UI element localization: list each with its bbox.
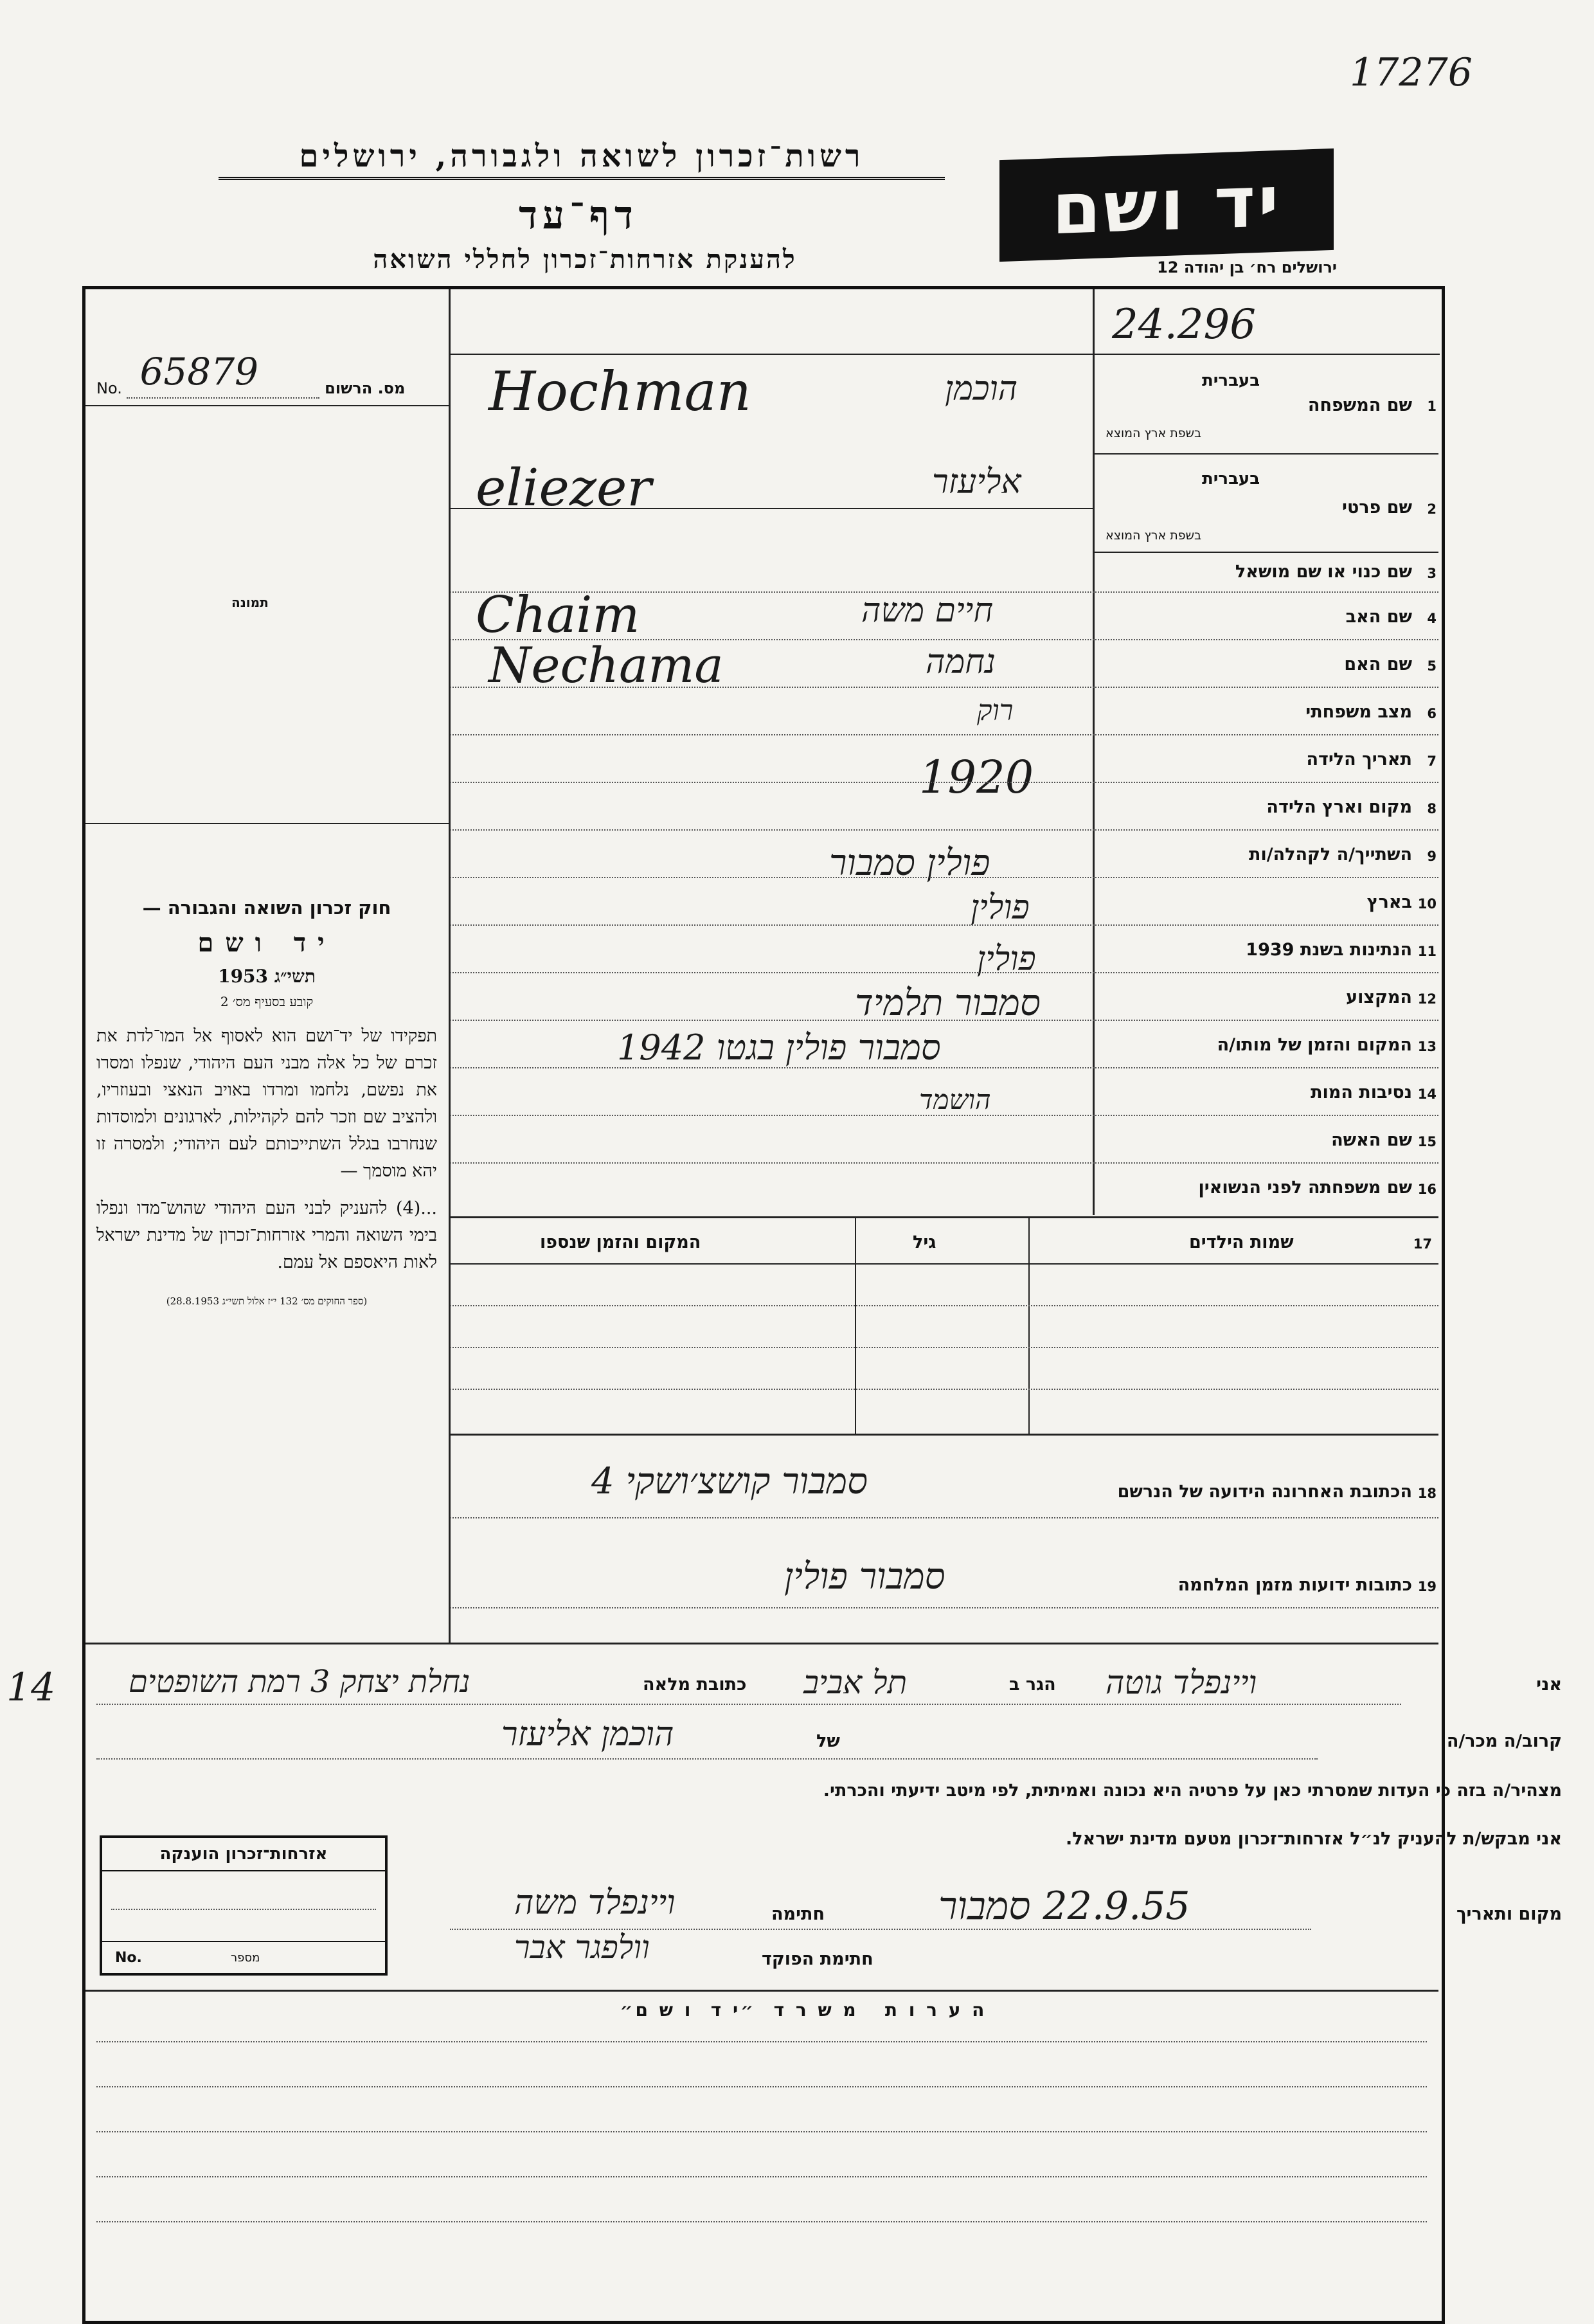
law-title: חוק זכרון השואה והגבורה —: [142, 897, 391, 919]
field-2: [1099, 456, 1437, 553]
field-1: [1099, 357, 1437, 453]
field-6: [1099, 688, 1437, 734]
declaration-resides: תל אביב: [803, 1664, 908, 1701]
field-13-label: המקום והזמן של מותו/ה: [1217, 1035, 1412, 1055]
field-12-label: המקצוע: [1346, 987, 1412, 1007]
field-19: [1016, 1569, 1437, 1607]
field-10: [1099, 878, 1437, 924]
declaration-request: אני מבקש/ת להעניק לנ״ל אזרחות־זכרון מטעם מדינת ישראל.: [1065, 1829, 1562, 1849]
certificate-no-label: No.: [115, 1950, 142, 1966]
signature-value: ויינפלד משה: [514, 1884, 676, 1922]
certificate-title: אזרחות־זכרון הוענקה: [102, 1838, 385, 1871]
registration-value: 65879: [139, 350, 258, 393]
field-4-value-hebrew: חיים משה: [861, 591, 994, 630]
declaration-of-label: של: [816, 1731, 840, 1751]
field-11-label: הנתינות בשנת 1939: [1246, 940, 1412, 960]
field-7-value: 1920: [919, 751, 1034, 804]
declaration-address-label: כתובת מלאה: [643, 1675, 747, 1695]
officer-signature: וולפגר אבר: [514, 1929, 650, 1966]
place-date-label: מקום ותאריך: [1456, 1904, 1562, 1924]
field-7: [1099, 735, 1437, 782]
field-9: [1099, 831, 1437, 877]
field-13-number: 13: [1417, 1039, 1437, 1054]
field-15-label: שם האשה: [1331, 1130, 1412, 1150]
field-6-label: מצב משפחתי: [1305, 702, 1412, 722]
field-1-number: 1: [1427, 399, 1437, 414]
field-2-number: 2: [1427, 501, 1437, 517]
field-11-number: 11: [1417, 944, 1437, 959]
field-4-value-latin: Chaim: [476, 586, 640, 644]
field-1-value-latin: Hochman: [488, 360, 751, 423]
certificate-number-label: מספר: [231, 1951, 260, 1965]
signature-label: חתימה: [771, 1904, 825, 1924]
officer-label: חתימת הפוקד: [762, 1949, 873, 1969]
field-16-number: 16: [1417, 1182, 1437, 1197]
logo-text: יד ושם: [1052, 159, 1282, 251]
field-2-value-latin: eliezer: [476, 458, 652, 518]
law-clause: קובע בסעיף מס׳ 2: [220, 994, 314, 1009]
field-7-number: 7: [1427, 753, 1437, 769]
field-1-hebrew-label: בעברית: [1202, 371, 1260, 390]
field-9-value: פולין סמבור: [829, 842, 990, 884]
field-5-label: שם האם: [1344, 654, 1412, 674]
field-19-value: סמבור פולין: [784, 1556, 945, 1598]
field-5-value-latin: Nechama: [488, 636, 724, 694]
field-2-value-hebrew: אליעזר: [932, 463, 1021, 501]
field-15: [1099, 1116, 1437, 1162]
field-16-label: שם משפחתה לפני הנשואין: [1198, 1178, 1412, 1198]
logo-address: ירושלים רח׳ בן יהודה 12: [1157, 258, 1337, 276]
form-subtitle: להענקת אזרחות־זכרון לחללי השואה: [373, 244, 797, 275]
photo-label: תמונה: [231, 595, 269, 610]
field-18-number: 18: [1417, 1486, 1437, 1501]
field-1-label: שם המשפחה: [1307, 395, 1412, 415]
field-7-label: תאריך הלידה: [1306, 750, 1412, 770]
field-3-label: שם כנוי או שם מושאל: [1235, 562, 1412, 582]
declaration-address: נחלת יצחק 3 רמת השופטים: [129, 1664, 470, 1700]
law-panel: [96, 897, 437, 1308]
field-2-label: שם פרטי: [1342, 498, 1412, 518]
field-5: [1099, 640, 1437, 687]
field-5-value-hebrew: נחמה: [926, 643, 996, 681]
field-13: [1099, 1021, 1437, 1067]
field-2-hebrew-label: בעברית: [1202, 469, 1260, 489]
field-4-number: 4: [1427, 611, 1437, 626]
field-11: [1099, 926, 1437, 972]
law-source: (ספר החוקים מס׳ 132 י״ז אלול תשי״ג 28.8.1953): [166, 1295, 368, 1307]
field-12: [1099, 973, 1437, 1020]
law-text-1: תפקידו של יד־ושם הוא לאסוף אל המו־לדת את זכרם של כל אלה מבני העם היהודי, שנפלו ומסרו את נפשם, נלחמו ומרדו באויב הנאצי ובעוזריו, ולהציב שם וזכר להם לקהילות, לארגונים ולמוסדות שנחרבו בגלל השתייכותם לעם היהודי; ולמסרה זו יהא מוסמך —: [96, 1026, 437, 1181]
field-8-label: מקום וארץ הלידה: [1266, 797, 1412, 817]
field-6-number: 6: [1427, 706, 1437, 721]
field-10-number: 10: [1417, 896, 1437, 912]
law-text-2: ...(4) להעניק לבני העם היהודי שהוש־מדו ונפלו בימי השואה והמרי אזרחות־זכרון של מדינת ישראל לאות היאספם אל עמם.: [96, 1198, 437, 1272]
field-1-origin-label: בשפת ארץ המוצא: [1106, 426, 1202, 440]
field-8-number: 8: [1427, 801, 1437, 816]
field-16: [1099, 1164, 1437, 1210]
declaration-statement: מצהיר/ה בזה כי העדות שמסרתי כאן על פרטיה היא נכונה ואמיתית, לפי מיטב ידיעתי והכרתי.: [823, 1781, 1562, 1801]
field-9-label: השתייך/ה לקהלה/ות: [1249, 845, 1412, 865]
field-3: [1099, 553, 1437, 591]
declaration-i-label: אני: [1536, 1675, 1562, 1695]
certificate-box: [100, 1835, 388, 1976]
field-5-number: 5: [1427, 658, 1437, 674]
declaration-declarant: ויינפלד גוטה: [1106, 1664, 1257, 1701]
field-18-label: הכתובת האחרונה הידועה של הנרשם: [1117, 1482, 1412, 1502]
field-13-value: סמבור פולין בגטו 1942: [617, 1027, 941, 1068]
law-name: יד ושם: [197, 928, 336, 958]
field-18: [1016, 1475, 1437, 1514]
field-10-value: פולין: [971, 888, 1030, 927]
field-14-label: נסיבות המות: [1311, 1083, 1412, 1103]
field-12-number: 12: [1417, 991, 1437, 1007]
authority-heading: רשות־זכרון לשואה ולגבורה, ירושלים: [219, 138, 945, 180]
field-4-label: שם האב: [1345, 607, 1412, 627]
declaration-resides-label: הגר ב: [1009, 1675, 1056, 1695]
office-notes-heading: ה ע ר ו ת מ ש ר ד ״י ד ו ש ם״: [620, 1999, 987, 2021]
registration-no-label: No.: [96, 379, 122, 397]
form-title: דף־עד: [519, 193, 638, 238]
registration-label: מס. הרשום: [325, 379, 406, 397]
field-19-label: כתובות ידועות מזמן המלחמה: [1178, 1575, 1412, 1595]
declaration-relative-label: קרוב/ה מכר/ה: [1446, 1731, 1562, 1751]
field-8: [1099, 783, 1437, 829]
law-year: תשי״ג 1953: [218, 966, 316, 987]
field-9-number: 9: [1427, 849, 1437, 864]
field-10-label: בארץ: [1366, 892, 1412, 912]
field-18-value: סמבור קושצ׳ושקי 4: [591, 1461, 868, 1502]
children-col-age: גיל: [913, 1232, 936, 1252]
field-19-number: 19: [1417, 1579, 1437, 1594]
field-14: [1099, 1068, 1437, 1115]
yad-vashem-logo: [999, 149, 1334, 262]
field-15-number: 15: [1417, 1134, 1437, 1149]
children-col-place: המקום והזמן שנספו: [540, 1232, 701, 1252]
field-2-origin-label: בשפת ארץ המוצא: [1106, 528, 1202, 543]
field-1-value-hebrew: הוכמן: [945, 370, 1018, 408]
registration-row: [96, 350, 443, 399]
field-6-value: רוק: [977, 694, 1014, 727]
declaration-side-number: 14: [6, 1665, 56, 1710]
place-date-value: 22.9.55 סמבור: [938, 1884, 1190, 1929]
field-3-number: 3: [1427, 566, 1437, 581]
field-14-value: הושמד: [919, 1084, 991, 1115]
page-number: 24.296: [1112, 301, 1256, 348]
field-14-number: 14: [1417, 1086, 1437, 1102]
children-header: [450, 1218, 1438, 1263]
archive-number: 17276: [1350, 50, 1473, 95]
field-11-value: פולין: [977, 940, 1036, 978]
field-4: [1099, 593, 1437, 639]
declaration-relative: הוכמן אליעזר: [501, 1715, 674, 1754]
children-col-names: שמות הילדים: [1189, 1232, 1294, 1252]
field-12-value: סמבור תלמיד: [855, 982, 1041, 1024]
children-number: 17: [1413, 1236, 1432, 1252]
